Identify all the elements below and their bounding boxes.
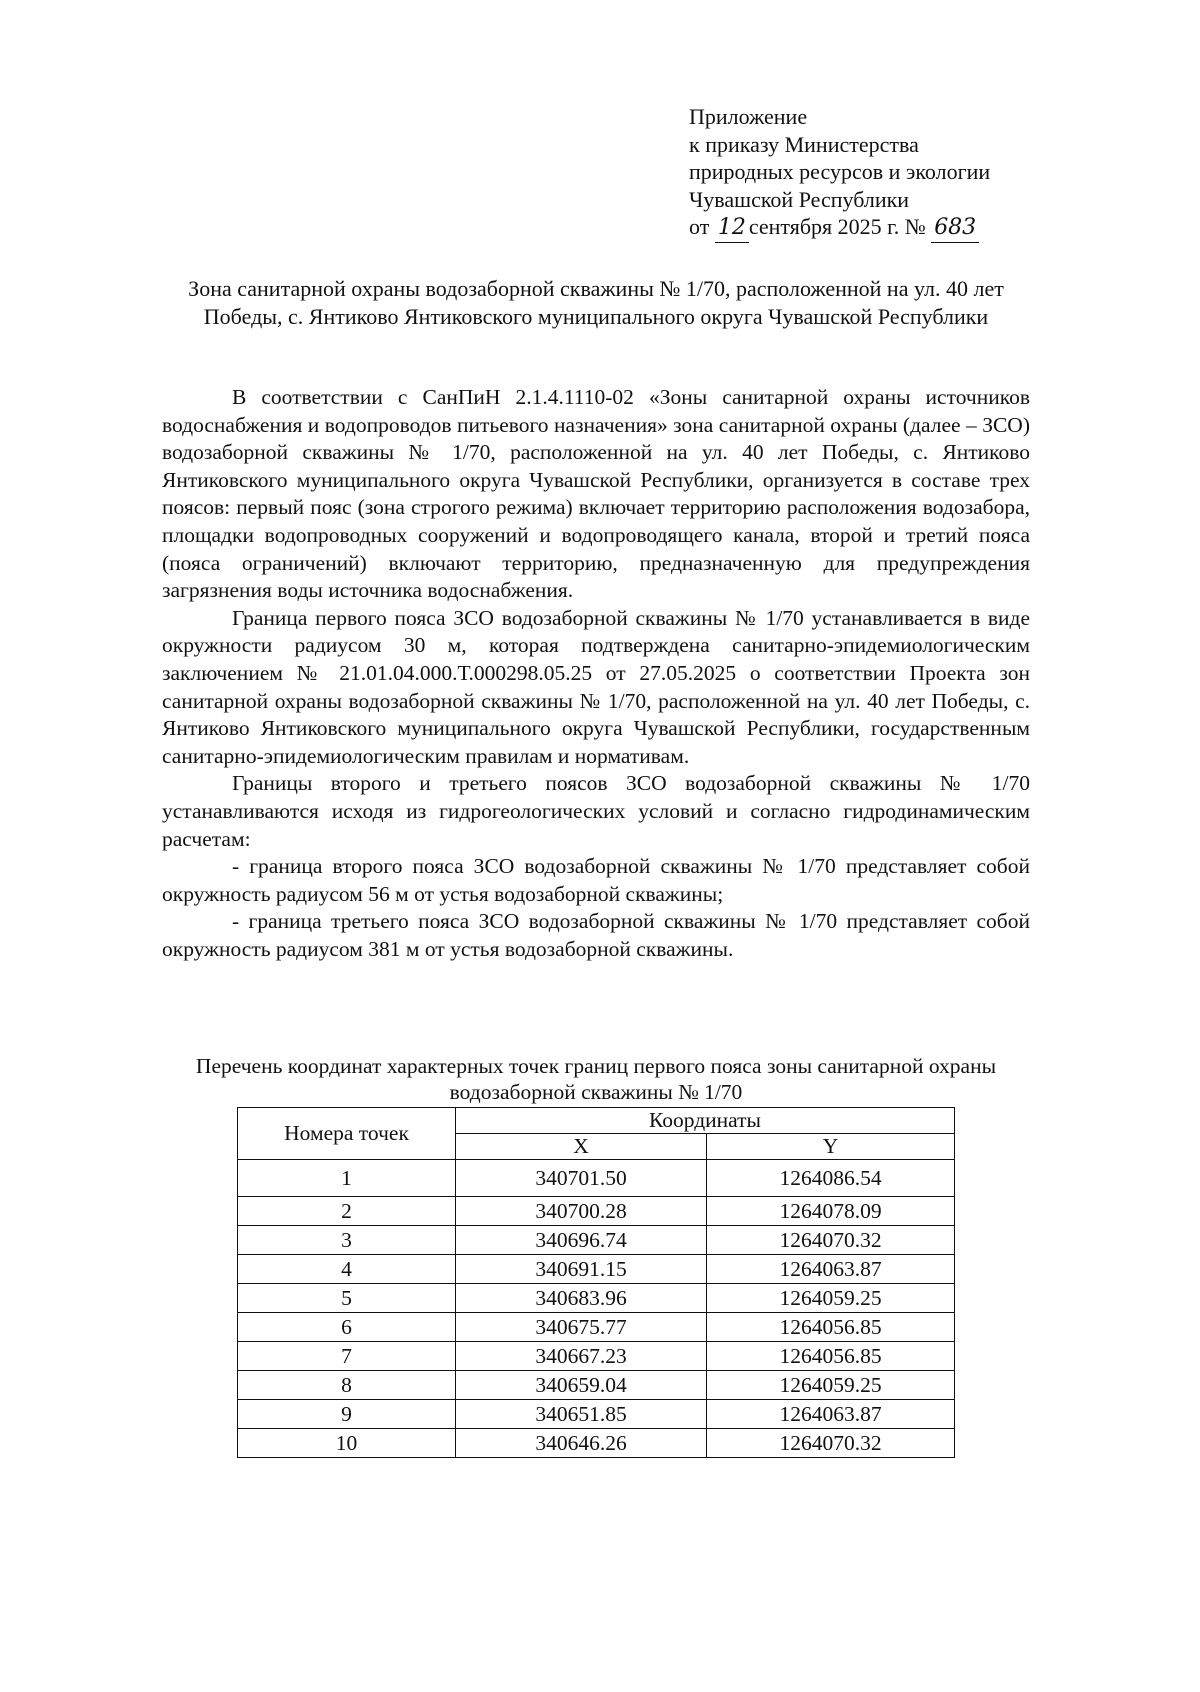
header-x: X — [456, 1134, 707, 1160]
coord-x: 340651.85 — [456, 1400, 707, 1429]
header-coordinates: Координаты — [456, 1108, 955, 1134]
point-number: 6 — [238, 1313, 456, 1342]
point-number: 5 — [238, 1284, 456, 1313]
coord-x: 340683.96 — [456, 1284, 707, 1313]
table-row — [238, 1226, 955, 1255]
coord-x: 340667.23 — [456, 1342, 707, 1371]
approval-line: Приложение — [689, 104, 808, 129]
table-caption: Перечень координат характерных точек границ первого пояса зоны санитарной охраны водозаборной скважины № 1/70 — [195, 1054, 997, 1104]
table-row — [238, 1400, 955, 1429]
coord-x: 340675.77 — [456, 1313, 707, 1342]
table-row — [238, 1255, 955, 1284]
table-row — [238, 1197, 955, 1226]
document-title: Зона санитарной охраны водозаборной скважины № 1/70, расположенной на ул. 40 лет Победы, с. Янтиково Янтиковского муниципального округа Чувашской Республики — [188, 276, 1004, 329]
table-row — [238, 1284, 955, 1313]
coord-y: 1264056.85 — [707, 1342, 955, 1371]
table-row — [238, 1342, 955, 1371]
point-number: 7 — [238, 1342, 456, 1371]
header-y: Y — [707, 1134, 955, 1160]
date-rest: сентября 2025 г. № — [748, 214, 926, 240]
coord-x: 340700.28 — [456, 1197, 707, 1226]
point-number: 3 — [238, 1226, 456, 1255]
coord-y: 1264070.32 — [707, 1429, 955, 1458]
table-row — [238, 1313, 955, 1342]
coord-y: 1264070.32 — [707, 1226, 955, 1255]
coord-y: 1264056.85 — [707, 1313, 955, 1342]
point-number: 10 — [238, 1429, 456, 1458]
coord-x: 340659.04 — [456, 1371, 707, 1400]
coord-y: 1264063.87 — [707, 1400, 955, 1429]
coord-x: 340701.50 — [456, 1160, 707, 1197]
header-points: Номера точек — [238, 1108, 456, 1160]
point-number: 9 — [238, 1400, 456, 1429]
point-number: 1 — [238, 1160, 456, 1197]
approval-line: к приказу Министерства — [689, 131, 919, 157]
point-number: 4 — [238, 1255, 456, 1284]
coordinates-table — [237, 1107, 955, 1458]
coord-x: 340646.26 — [456, 1429, 707, 1458]
coord-x: 340696.74 — [456, 1226, 707, 1255]
table-row — [238, 1371, 955, 1400]
paragraph: В соответствии с СанПиН 2.1.4.1110-02 «Зоны санитарной охраны источников водоснабжения и водопроводов питьевого назначения» зона санитарной охраны (далее – ЗСО) водозаборной скважины № 1/70, расположенной на ул. 40 лет Победы, с. Янтиково Янтиковского муниципального округа Чувашской Республики, организуется в составе трех поясов: первый пояс (зона строгого режима) включает территорию расположения водозабора, площадки водопроводных сооружений и водопроводящего канала, второй и третий пояса (пояса ограничений) включают территорию, предназначенную для предупреждения загрязнения воды источника водоснабжения. — [162, 385, 1030, 603]
handwritten-number: 683 — [931, 214, 979, 243]
coord-y: 1264086.54 — [707, 1160, 955, 1197]
coord-y: 1264059.25 — [707, 1371, 955, 1400]
paragraph: Границы второго и третьего поясов ЗСО водозаборной скважины № 1/70 устанавливаются исходя из гидрогеологических условий и согласно гидродинамическим расчетам: — [162, 771, 1030, 851]
table-row — [238, 1160, 955, 1197]
paragraph: - граница второго пояса ЗСО водозаборной скважины № 1/70 представляет собой окружность радиусом 56 м от устья водозаборной скважины; — [162, 854, 1030, 906]
table-row — [238, 1429, 955, 1458]
handwritten-day: 12 — [715, 214, 749, 243]
coord-y: 1264063.87 — [707, 1255, 955, 1284]
point-number: 8 — [238, 1371, 456, 1400]
coord-y: 1264078.09 — [707, 1197, 955, 1226]
document-body — [162, 384, 1030, 963]
date-prefix: от — [689, 214, 710, 240]
point-number: 2 — [238, 1197, 456, 1226]
approval-line: природных ресурсов и экологии — [689, 159, 991, 185]
coord-y: 1264059.25 — [707, 1284, 955, 1313]
approval-line: Чувашской Республики — [689, 186, 910, 212]
paragraph: - граница третьего пояса ЗСО водозаборной скважины № 1/70 представляет собой окружность радиусом 381 м от устья водозаборной скважины. — [162, 909, 1030, 961]
coord-x: 340691.15 — [456, 1255, 707, 1284]
approval-date-line — [689, 213, 990, 243]
paragraph: Граница первого пояса ЗСО водозаборной скважины № 1/70 устанавливается в виде окружности радиусом 30 м, которая подтверждена санитарно-эпидемиологическим заключением № 21.01.04.000.Т.000298.05.25 от 27.05.2025 о соответствии Проекта зон санитарной охраны водозаборной скважины № 1/70, расположенной на ул. 40 лет Победы, с. Янтиково Янтиковского муниципального округа Чувашской Республики, государственным санитарно-эпидемиологическим правилам и нормативам. — [162, 605, 1030, 768]
approval-block — [689, 103, 990, 243]
